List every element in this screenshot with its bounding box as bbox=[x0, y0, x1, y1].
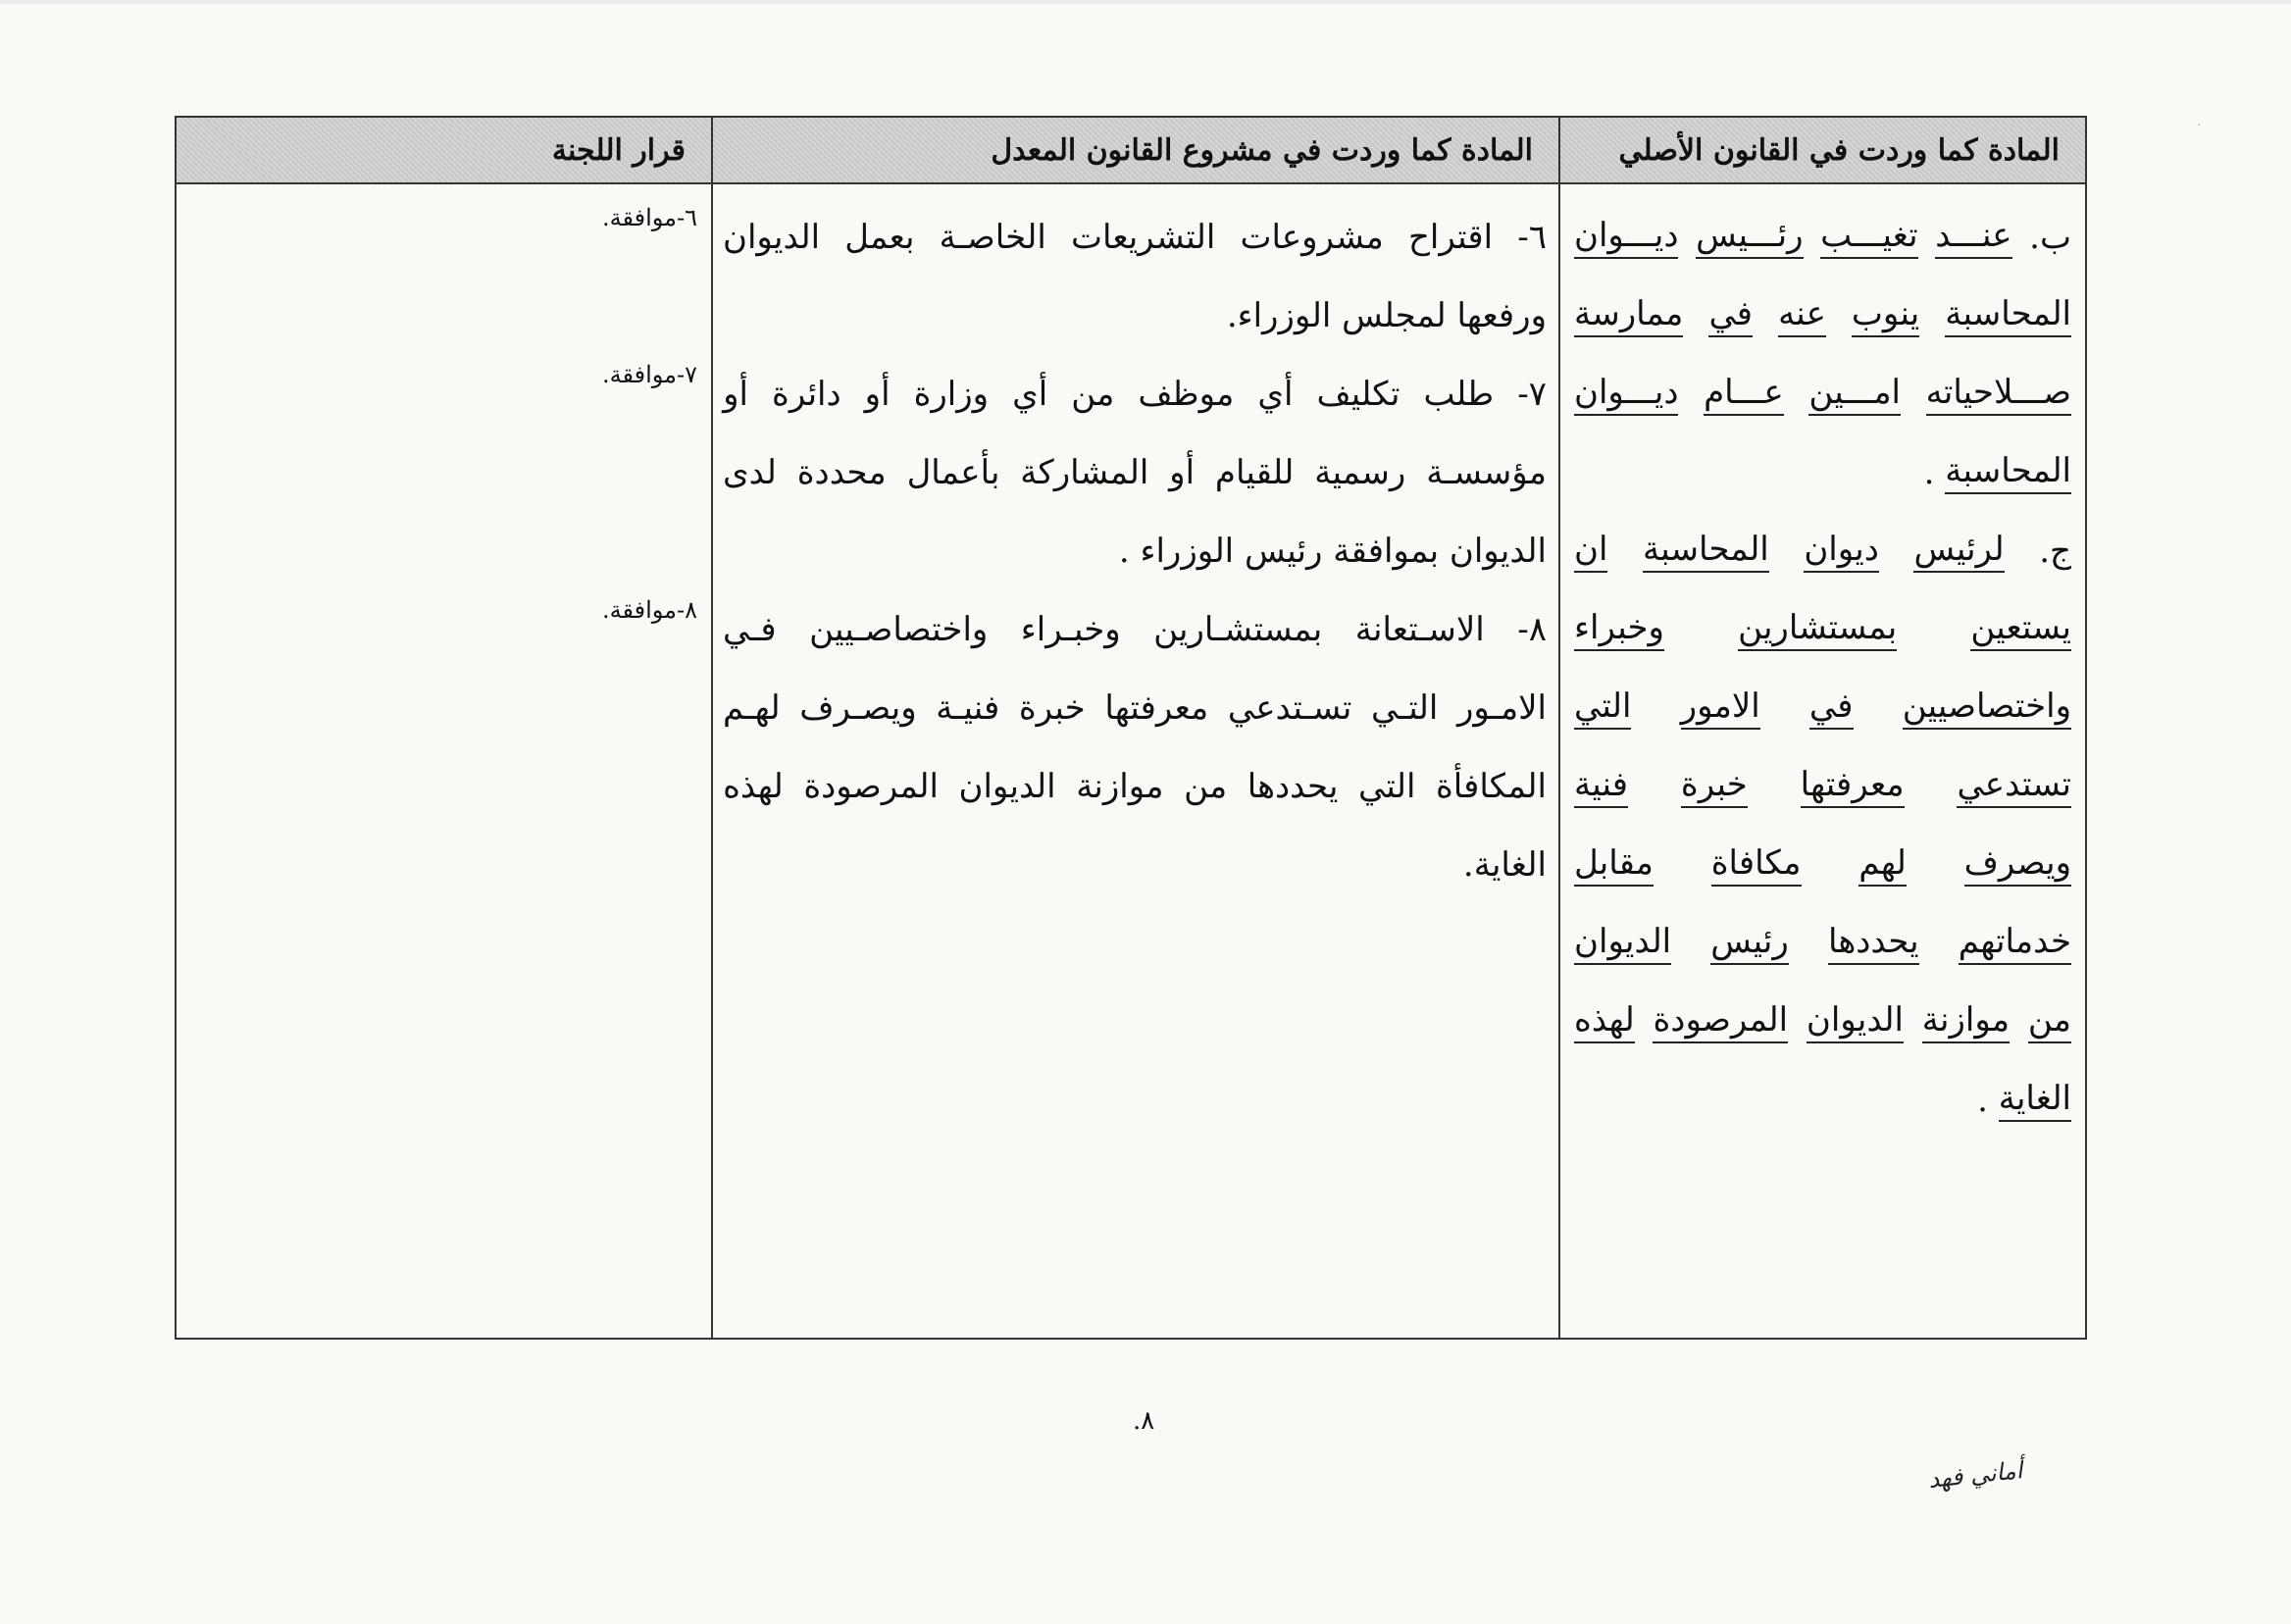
original-line: المحاسبة ينوب عنه في ممارسة bbox=[1574, 277, 2071, 355]
decision-spacer bbox=[186, 433, 697, 512]
original-line: تستدعي معرفتها خبرة فنية bbox=[1574, 747, 2071, 826]
amended-article-cell bbox=[712, 183, 1559, 1339]
decision-item-6: ٦-موافقة. bbox=[601, 204, 697, 231]
decision-item-7: ٧-موافقة. bbox=[601, 361, 697, 388]
original-line: الغاية . bbox=[1977, 1079, 2071, 1120]
original-line: صـــلاحياته امـــين عـــام ديـــوان bbox=[1574, 355, 2071, 433]
header-original-article: المادة كما وردت في القانون الأصلي bbox=[1559, 117, 2086, 183]
amended-line: ٦- اقتراح مشروعات التشريعات الخاصـة بعمل الديوان bbox=[723, 218, 1547, 257]
original-line: ج. لرئيس ديوان المحاسبة ان bbox=[1574, 530, 2071, 571]
decision-item-8: ٨-موافقة. bbox=[601, 596, 697, 624]
header-committee-decision: قرار اللجنة bbox=[176, 117, 712, 183]
header-amended-article: المادة كما وردت في مشروع القانون المعدل bbox=[712, 117, 1559, 183]
amended-line: الامـور التـي تسـتدعي معرفتها خبرة فنيـة ويصـرف لهـم bbox=[723, 688, 1547, 728]
original-line: ويصرف لهم مكافاة مقابل bbox=[1574, 826, 2071, 904]
signature: أماني فهد bbox=[1926, 1456, 2024, 1494]
page-number: ٨. bbox=[1133, 1406, 1155, 1436]
original-line: يستعين بمستشارين وخبراء bbox=[1574, 590, 2071, 669]
decision-spacer bbox=[186, 512, 697, 590]
amended-line: ورفعها لمجلس الوزراء. bbox=[1226, 296, 1547, 335]
original-line: ب. عنـــد تغيـــب رئـــيس ديـــوان bbox=[1574, 216, 2071, 257]
amended-line: ٨- الاسـتعانة بمستشـارين وخبـراء واختصاصـيين فـي bbox=[723, 610, 1547, 649]
amended-line: المكافأة التي يحددها من موازنة الديوان المرصودة لهذه bbox=[723, 767, 1547, 806]
comparison-table bbox=[175, 116, 2087, 1340]
original-line: واختصاصيين في الامور التي bbox=[1574, 669, 2071, 747]
original-article-cell bbox=[1559, 183, 2086, 1339]
table-header-row bbox=[176, 117, 2086, 183]
amended-line: الغاية. bbox=[1462, 845, 1547, 885]
amended-line: الديوان بموافقة رئيس الوزراء . bbox=[1118, 532, 1547, 571]
table-row bbox=[176, 183, 2086, 1339]
scan-mark: · bbox=[2197, 118, 2202, 133]
original-line: من موازنة الديوان المرصودة لهذه bbox=[1574, 983, 2071, 1061]
amended-line: ٧- طلب تكليف أي موظف من أي وزارة أو دائرة أو bbox=[723, 375, 1547, 414]
decision-spacer bbox=[186, 277, 697, 355]
original-line: المحاسبة . bbox=[1923, 451, 2071, 492]
committee-decision-cell bbox=[176, 183, 712, 1339]
original-line: خدماتهم يحددها رئيس الديوان bbox=[1574, 904, 2071, 983]
amended-line: مؤسسـة رسمية للقيام أو المشاركة بأعمال محددة لدى bbox=[723, 453, 1547, 492]
page-edge bbox=[0, 0, 2291, 4]
